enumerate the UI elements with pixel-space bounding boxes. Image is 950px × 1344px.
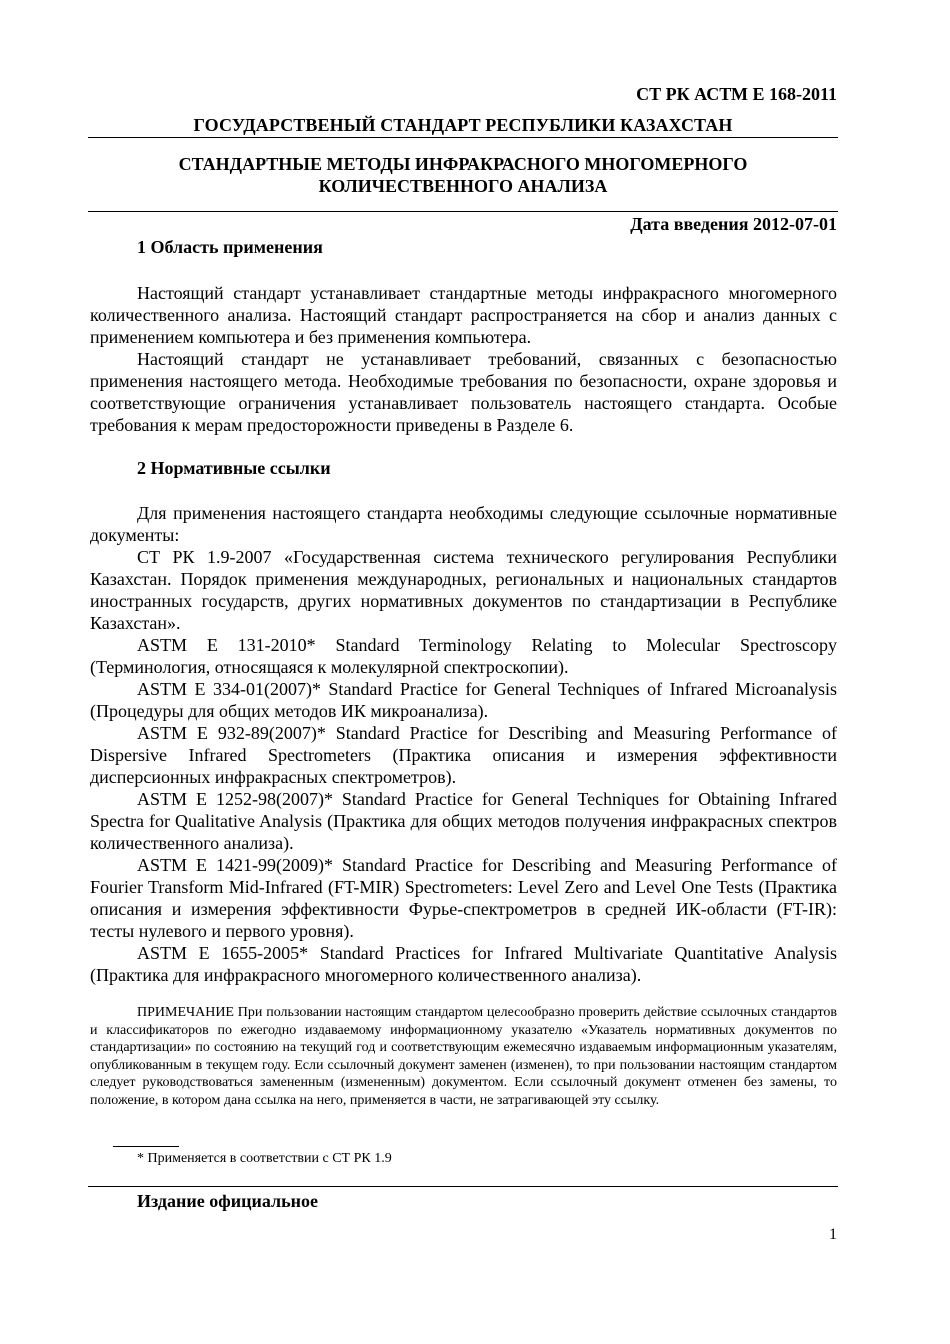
footnote: * Применяется в соответствии с СТ РК 1.9 [137, 1151, 392, 1166]
section-2-body [90, 502, 837, 986]
title-divider [88, 211, 838, 212]
official-edition-label: Издание официальное [137, 1191, 318, 1211]
paragraph: Для применения настоящего стандарта необходимы следующие ссылочные нормативные документы: [90, 503, 837, 545]
reference-item: ASTM E 1421-99(2009)* Standard Practice for Describing and Measuring Performance of Fourier Transform Mid-Infrared (FT-MIR) Spectrometers: Level Zero and Level One Tests (Практика описания и измерения эффективности Фурье-спектрометров в средней ИК-области (FT-IR): тесты нулевого и первого уровня). [90, 855, 837, 941]
header-divider [88, 137, 838, 138]
document-title [88, 153, 838, 197]
footer-divider [88, 1186, 838, 1187]
reference-item: СТ РК 1.9-2007 «Государственная система технического регулирования Республики Казахстан. Порядок применения международных, региональных и национальных стандартов иностранных государств, других нормативных документов по стандартизации в Республике Казахстан». [90, 547, 837, 633]
reference-item: ASTM E 932-89(2007)* Standard Practice for Describing and Measuring Performance of Dispersive Infrared Spectrometers (Практика описания и измерения эффективности дисперсионных инфракрасных спектрометров). [90, 723, 837, 787]
introduction-date: Дата введения 2012-07-01 [630, 214, 837, 234]
title-line-2: КОЛИЧЕСТВЕННОГО АНАЛИЗА [318, 176, 608, 196]
title-line-1: СТАНДАРТНЫЕ МЕТОДЫ ИНФРАКРАСНОГО МНОГОМЕРНОГО [178, 154, 748, 174]
reference-item: ASTM E 131-2010* Standard Terminology Relating to Molecular Spectroscopy (Терминология, относящаяся к молекулярной спектроскопии). [90, 635, 837, 677]
reference-item: ASTM E 1252-98(2007)* Standard Practice for General Techniques for Obtaining Infrared Spectra for Qualitative Analysis (Практика для общих методов получения инфракрасных спектров количественного анализа). [90, 789, 837, 853]
document-code: СТ РК АСТМ Е 168-2011 [636, 84, 837, 104]
reference-item: ASTM E 334-01(2007)* Standard Practice for General Techniques of Infrared Microanalysis (Процедуры для общих методов ИК микроанализа). [90, 679, 837, 721]
footnote-divider [113, 1146, 179, 1147]
section-2-heading: 2 Нормативные ссылки [137, 458, 331, 478]
section-1-body [90, 282, 837, 436]
section-1-heading: 1 Область применения [137, 237, 323, 257]
paragraph: Настоящий стандарт устанавливает стандартные методы инфракрасного многомерного количественного анализа. Настоящий стандарт распространяется на сбор и анализ данных с применением компьютера и без применения компьютера. [90, 283, 837, 347]
paragraph: Настоящий стандарт не устанавливает требований, связанных с безопасностью применения настоящего метода. Необходимые требования по безопасности, охране здоровья и соответствующие ограничения устанавливает пользователь настоящего стандарта. Особые требования к мерам предосторожности приведены в Разделе 6. [90, 349, 837, 435]
note-paragraph: ПРИМЕЧАНИЕ При пользовании настоящим стандартом целесообразно проверить действие ссылочных стандартов и классификаторов по ежегодно издаваемому информационному указателю «Указатель нормативных документов по стандартизации» по состоянию на текущий год и соответствующим ежемесячно издаваемым информационным указателям, опубликованным в текущем году. Если ссылочный документ заменен (изменен), то при пользовании настоящим стандартом следует руководствоваться замененным (измененным) документом. Если ссылочный документ отменен без замены, то положение, в котором дана ссылка на него, применяется в части, не затрагивающей эту ссылку. [90, 1005, 837, 1108]
reference-item: ASTM E 1655-2005* Standard Practices for Infrared Multivariate Quantitative Analysis (Практика для инфракрасного многомерного количественного анализа). [90, 943, 837, 985]
state-standard-heading: ГОСУДАРСТВЕНЫЙ СТАНДАРТ РЕСПУБЛИКИ КАЗАХСТАН [193, 115, 733, 135]
page-number: 1 [829, 1226, 837, 1243]
